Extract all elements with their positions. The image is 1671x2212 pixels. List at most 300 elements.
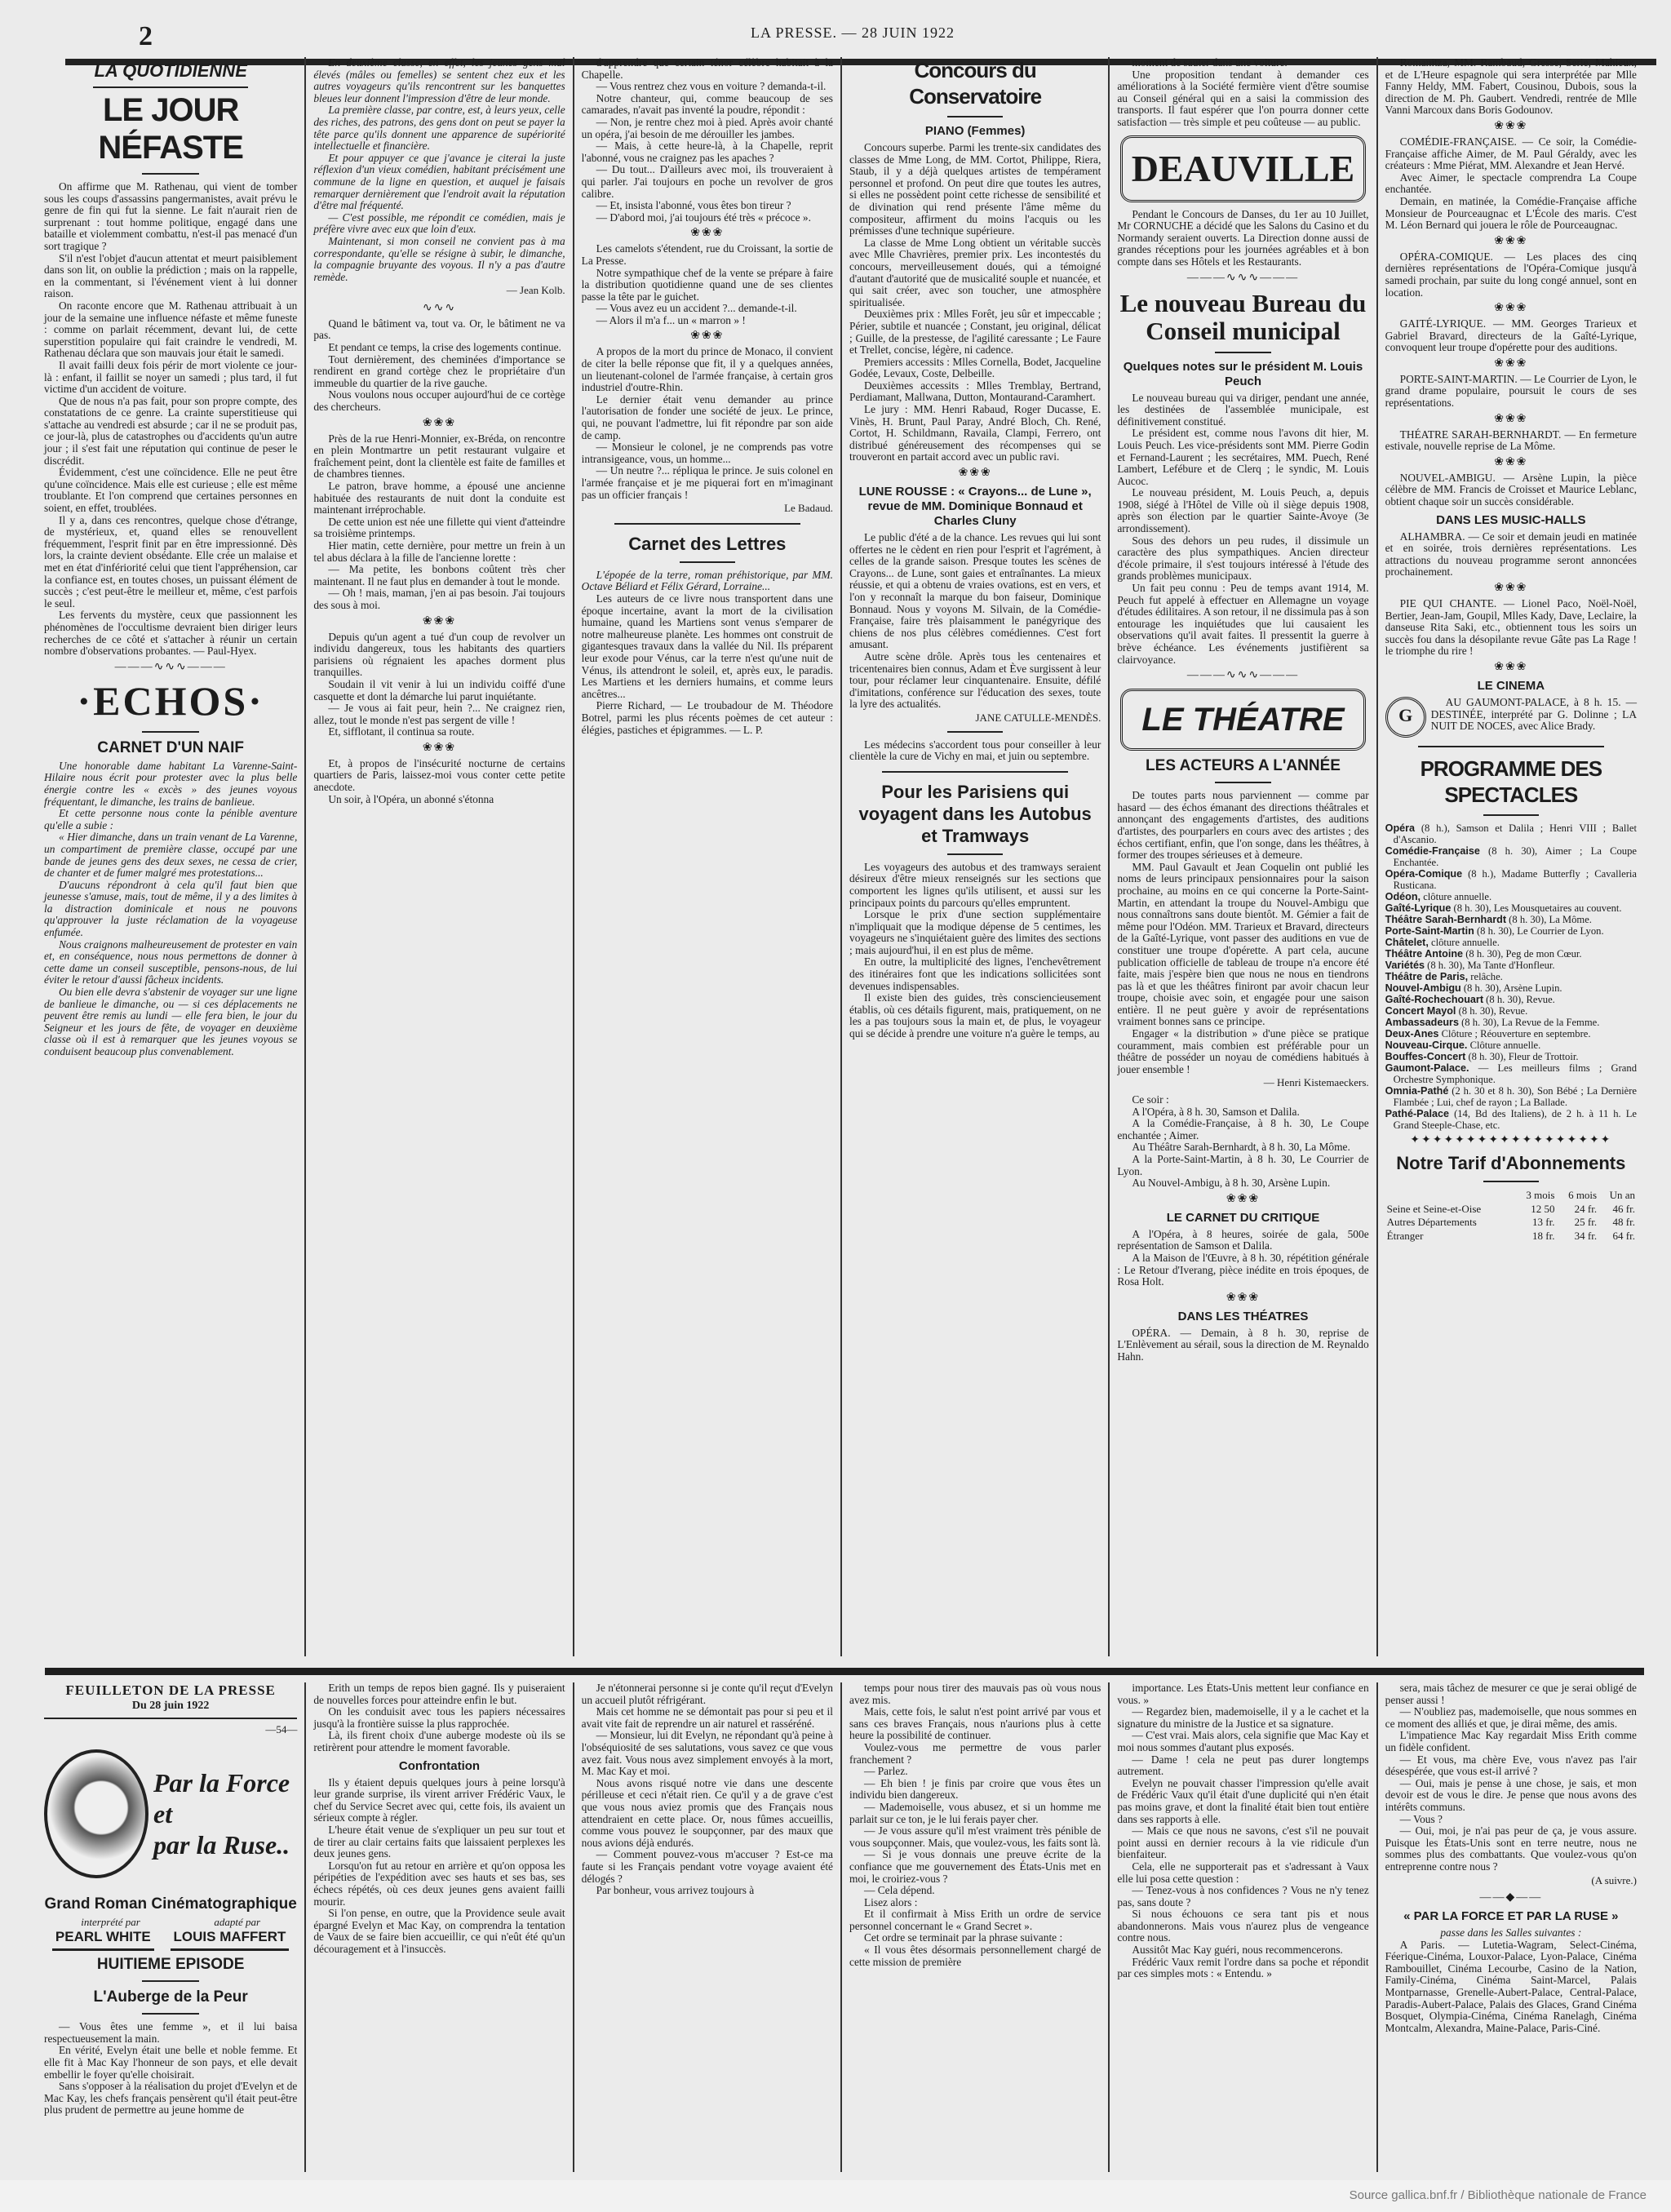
- paragraph: En outre, la multiplicité des lignes, l'enchevêtrement des itinéraires font que les indications sollicitées sont devenues indispensables.: [849, 955, 1101, 992]
- column-header: [1385, 1189, 1514, 1203]
- column: [573, 1682, 840, 2172]
- italic-paragraph: Et cette personne nous conte la pénible aventure qu'elle a subie :: [44, 807, 298, 831]
- programme-details: (8 h. 30), Les Mousquetaires au couvent.: [1451, 902, 1622, 914]
- programme-details: (8 h. 30), La Revue de la Femme.: [1458, 1016, 1600, 1028]
- table-row: [1385, 1216, 1637, 1230]
- paragraph: moment de sauter dans une voiture.: [1132, 57, 1288, 69]
- paragraph: Sous des dehors un peu rudes, il dissimule un caractère des plus sympathiques. Ancien directeur d'école primaire, il s'est toujours intéressé à l'étude des grands problèmes municipaux.: [1117, 534, 1369, 583]
- programme-details: relâche.: [1468, 970, 1503, 982]
- programme-details: (8 h. 30), Peg de mon Cœur.: [1463, 947, 1582, 960]
- paragraph: — Ma petite, les bonbons coûtent très cher maintenant. Il ne faut plus en demander à tout le monde.: [313, 563, 565, 587]
- ornament-divider: ❀❀❀: [958, 467, 992, 480]
- paragraph: Évidemment, c'est une coïncidence. Elle ne peut être qu'une coïncidence. Mais elle est curieuse ; elle est même troublante. Et l'on comprend que certaines personnes en soient, en effet, troublées.: [44, 466, 298, 515]
- paragraph: Tout dernièrement, des cheminées d'importance se rendirent en grand cortège chez le propriétaire d'un immeuble du quartier de la rive gauche.: [313, 352, 565, 389]
- column: [840, 1682, 1108, 2172]
- table-cell: 18 fr.: [1532, 1229, 1555, 1242]
- top-columns: [37, 57, 1644, 1656]
- programme-details: (8 h.), Madame Butterfly ; Cavalleria Rusticana.: [1393, 867, 1637, 891]
- programme-entry: [1385, 1017, 1637, 1028]
- paragraph: — D'abord moi, j'ai toujours été très « précoce ».: [596, 211, 811, 224]
- column: [304, 1682, 572, 2172]
- programme-entry: [1385, 1108, 1637, 1131]
- subheading: DANS LES THÉATRES: [1177, 1309, 1309, 1323]
- signature: JANE CATULLE-MENDÈS.: [975, 711, 1101, 724]
- ornament-divider: ❀❀❀: [422, 741, 457, 754]
- paragraph: — Comment pouvez-vous m'accuser ? Est-ce ma faute si les Français pendant votre voyage avaient été délogés ?: [581, 1848, 833, 1885]
- paragraph: Nous voulons nous occuper aujourd'hui de ce cortège des chercheurs.: [313, 388, 565, 414]
- paragraph: — Tenez-vous à nos confidences ? Vous ne n'y tenez pas, sans doute ?: [1117, 1884, 1369, 1908]
- paragraph: Premiers accessits : Mlles Cornella, Bodet, Jacqueline Godée, Levaux, Coste, Delbeille.: [849, 355, 1101, 380]
- programme-entry: [1385, 925, 1637, 937]
- rubric-title: LA QUOTIDIENNE: [93, 60, 248, 88]
- venue-name: Théâtre Sarah-Bernhardt: [1385, 913, 1507, 925]
- italic-paragraph: « Hier dimanche, dans un train venant de La Varenne, un compartiment de première classe, occupé par une bande de jeunes gens des deux sexes, ne cessa de crier, de chanter et de fumer malgré mes protestations...: [44, 831, 298, 880]
- paragraph: Le nouveau bureau qui va diriger, pendant une année, les destinées de l'assemblée municipale, est définitivement constitué.: [1117, 391, 1369, 428]
- headline: Carnet des Lettres: [628, 533, 787, 554]
- rule-divider: [614, 523, 800, 525]
- paragraph: Ce soir :: [1132, 1093, 1169, 1106]
- paragraph: Quand le bâtiment va, tout va. Or, le bâtiment ne va pas.: [313, 317, 565, 342]
- paragraph: A la Porte-Saint-Martin, à 8 h. 30, Le Courrier de Lyon.: [1117, 1153, 1369, 1177]
- programme-details: (8 h. 30), Aimer ; La Coupe Enchantée.: [1393, 844, 1637, 868]
- paragraph: — Mais ce que nous ne savons, c'est s'il ne pouvait point aussi en dernier recours à la vie ridicule d'un bienfaiteur.: [1117, 1824, 1369, 1861]
- venue-name: Odéon,: [1385, 890, 1421, 902]
- programme-details: (8 h. 30), Arsène Lupin.: [1460, 982, 1562, 994]
- subheading: LE CARNET DU CRITIQUE: [1166, 1210, 1320, 1225]
- table-cell: 12 50: [1531, 1202, 1555, 1215]
- paragraph: Le patron, brave homme, a épousé une ancienne habituée des restaurants de nuit dont la conduite est maintenant irréprochable.: [313, 480, 565, 516]
- headline: Notre Tarif d'Abonnements: [1396, 1152, 1626, 1173]
- feuilleton-columns: [37, 1682, 1644, 2172]
- italic-paragraph: En deuxième classe, en effet, les jeunes gens mal élevés (mâles ou femelles) se sentent chez eux et les autres voyageurs qu'ils rencontrent sur les banquettes bleues leur donnent l'impression d'être de leur monde.: [313, 57, 565, 104]
- programme-details: (8 h. 30), Revue.: [1483, 993, 1555, 1005]
- subheading: Confrontation: [398, 1758, 481, 1773]
- ornament-divider: ———∿∿∿———: [114, 660, 227, 673]
- column: [1376, 1682, 1644, 2172]
- paragraph: Frédéric Vaux remit l'ordre dans sa poche et répondit par ces simples mots : « Entendu. »: [1117, 1955, 1369, 1980]
- short-rule-divider: [142, 2013, 199, 2015]
- ornament-divider: ❀❀❀: [422, 614, 457, 627]
- paragraph: Deuxièmes accessits : Mlles Tremblay, Bertrand, Perdiamant, Mallwana, Dutton, Montaurand-Caramhert.: [849, 379, 1101, 404]
- paragraph: — Vous avez eu un accident ?... demande-t-il.: [596, 302, 797, 315]
- venue-name: Comédie-Française: [1385, 844, 1480, 857]
- short-rule-divider: [142, 731, 199, 733]
- italic-paragraph: D'aucuns répondront à cela qu'il faut bien que jeunesse s'amuse, mais, tout de même, il y a des limites à la distraction dominicale et nous ne pouvons qu'approuver la juste réclamation de la voyageuse enfumée.: [44, 878, 298, 939]
- programme-entry: [1385, 1040, 1637, 1051]
- poster-art: [44, 1736, 297, 1891]
- source-credit: Source gallica.bnf.fr / Bibliothèque nationale de France: [1349, 2188, 1647, 2202]
- paragraph: d'apprendre que certain ténor célèbre habitait à la Chapelle.: [581, 57, 833, 81]
- programme-entry: [1385, 868, 1637, 891]
- paragraph: temps pour nous tirer des mauvais pas où vous nous avez mis.: [849, 1682, 1101, 1706]
- short-rule-divider: [947, 731, 1003, 733]
- paragraph: — Mais, à cette heure-là, à la Chapelle, reprit l'abonné, vous ne craignez pas les apaches ?: [581, 140, 833, 164]
- paragraph: Sans s'opposer à la réalisation du projet d'Evelyn et de Mac Kay, les chefs français pensèrent qu'il était peut-être plus prudent de permettre au jeune homme de: [44, 2080, 298, 2117]
- paragraph: Nous avons risqué notre vie dans une descente périlleuse et ceci n'était rien. Ce qu'il y a de grave c'est que vous nous aviez promis que des Français nous attendraient en cette place. Or, nous fûmes accueillis, comme vous pouvez le soupçonner, par des maux que nous avions déjà endurés.: [581, 1776, 833, 1849]
- table-cell: 24 fr.: [1574, 1202, 1598, 1215]
- paragraph: En vérité, Evelyn était une belle et noble femme. Et elle fit à Mac Kay l'honneur de son pays, et elle devait embellir le foyer qu'elle choisirait.: [44, 2044, 298, 2081]
- short-rule-divider: [1483, 814, 1539, 816]
- paragraph: Là, ils firent choix d'une auberge modeste où ils se retirèrent pour attendre le moment favorable.: [313, 1729, 565, 1753]
- subscription-table: [1385, 1189, 1637, 1243]
- paragraph: importance. Les États-Unis mettent leur confiance en vous. »: [1117, 1682, 1369, 1706]
- programme-entry: [1385, 1085, 1637, 1108]
- paragraph: Les voyageurs des autobus et des tramways seraient désireux d'être mieux renseignés sur les sections que comportent les lignes qu'ils utilisent, et aussi sur les principaux points du parcours qu'elles empruntent.: [849, 860, 1101, 909]
- venue-name: Théâtre Antoine: [1385, 947, 1464, 960]
- venue-name: Opéra: [1385, 822, 1416, 834]
- programme-entry: [1385, 822, 1637, 845]
- venue-name: Porte-Saint-Martin: [1385, 924, 1474, 937]
- rule-divider: [1418, 746, 1604, 747]
- paragraph: Notre sympathique chef de la vente se prépare à faire la distribution quotidienne quand une de ses clientes passe la tête par le guichet.: [581, 266, 833, 303]
- paragraph: Au Nouvel-Ambigu, à 8 h. 30, Arsène Lupin.: [1132, 1177, 1331, 1190]
- boxed-headline: [1120, 135, 1365, 202]
- paragraph: Autre scène drôle. Après tous les centenaires et tricentenaires bien connus, Adam et Ève surgissent à leur tour, pour réclamer leur cinquantenaire. Ensuite, défilé d'imitations, conférence sur l'éducation des sexes, toute la lyre des actualités.: [849, 649, 1101, 711]
- paragraph: Demain, en matinée, la Comédie-Française affiche Monsieur de Pourceaugnac et L'École des maris. C'est M. Léon Bernard qui jouera le rôle de Pourceaugnac.: [1385, 194, 1637, 232]
- paragraph: Le nouveau président, M. Louis Peuch, a, depuis 1908, siégé à l'Hôtel de Ville où il siège depuis 1908, après son élection par le quartier Sainte-Avoye (3e arrondissement).: [1117, 486, 1369, 535]
- paragraph: De toutes parts nous parviennent — comme par hasard — des échos émanant des directions théâtrales et annonçant des engagements d'artistes, des auditions d'artistes, des pourparlers en cours avec des artistes ; des échos certifiant, enfin, que l'on songe, dans les théâtres, à former des troupes sérieuses et à demeure.: [1117, 789, 1369, 862]
- italic-paragraph: — C'est possible, me répondit ce comédien, mais je préfère vivre avec eux que loin d'eux.: [313, 211, 565, 236]
- programme-details: (14, Bd des Italiens), de 2 h. à 11 h. Le Grand Steeple-Chase, etc.: [1393, 1107, 1637, 1131]
- paragraph: Romanitza, MM. Rambaud, Gresse, Serie, Mahieux, et de L'Heure espagnole qui sera interprétée par Mlle Fanny Heldy, MM. Fabert, Cousinou, Dubois, sous la direction de M. Ph. Gaubert. Vendredi, rentrée de Mlle Vanni Marcoux dans Boris Godounov.: [1385, 57, 1637, 117]
- paragraph: Le dernier était venu demander au prince l'autorisation de fonder une société de jeux. Le prince, qui, ne pouvant l'admettre, lui fit répondre par son aide de camp.: [581, 392, 833, 441]
- paragraph: On raconte encore que M. Rathenau attribuait à un jour de la semaine une influence néfaste et même funeste : comme on parlait récemment, devant lui, de cette superstition populaire qui fait craindre le vendredi, M. Rathenau déclara que son mauvais jour était le samedi.: [44, 299, 298, 360]
- paragraph: Un fait peu connu : Peu de temps avant 1914, M. Peuch fut appelé à effectuer en Allemagne un voyage d'études édilitaires. A son retour, il ne dissimula pas à son entourage les inquiétudes que lui causaient les observations qu'il avait faites. Il pressentit la guerre à brève échéance. Les événements justifièrent sa clairvoyance.: [1117, 582, 1369, 666]
- credit-names: [44, 1928, 297, 1951]
- paragraph: « Il vous êtes désormais personnellement chargé de cette mission de première: [849, 1944, 1101, 1968]
- boxed-headline-text: DEAUVILLE: [1131, 147, 1355, 189]
- table-row: [1385, 1230, 1637, 1243]
- paragraph: sera, mais tâchez de mesurer ce que je serai obligé de penser aussi !: [1385, 1682, 1637, 1706]
- paragraph: NOUVEL-AMBIGU. — Arsène Lupin, la pièce célèbre de MM. Francis de Croisset et Maurice Leblanc, obtient chaque soir un succès considérable.: [1385, 471, 1637, 508]
- ornament-divider: ———∿∿∿———: [1186, 669, 1300, 682]
- paragraph: — Si je vous donnais une preuve écrite de la confiance que me gouvernement des États-Unis met en moi, le croiriez-vous ?: [849, 1848, 1101, 1885]
- serial-title: [153, 1767, 297, 1860]
- short-rule-divider: [1215, 782, 1270, 783]
- adapter-name: LOUIS MAFFERT: [171, 1928, 290, 1951]
- paragraph: Avec Aimer, le spectacle comprendra La Coupe enchantée.: [1385, 171, 1637, 196]
- paragraph: A la Maison de l'Œuvre, à 8 h. 30, répétition générale : Le Retour d'Iverang, pièce inédite en trois époques, de Rosa Holt.: [1117, 1251, 1369, 1288]
- venue-name: Nouvel-Ambigu: [1385, 982, 1461, 994]
- subheading: Quelques notes sur le président M. Louis Peuch: [1123, 359, 1363, 388]
- paragraph: Concours superbe. Parmi les trente-six candidates des classes de Mme Long, de MM. Cortot, Philippe, Riera, Staub, il y a déjà quelques artistes de tempérament personnel et profond. On peut dire que toutes les autres, si elles ne possèdent point cette richesse de sensibilité et de divination qui rend présente l'âme même du compositeur, affirment du moins l'acquis ou les prémisses d'une technique supérieure.: [849, 141, 1101, 237]
- column-header: 3 mois: [1526, 1188, 1555, 1201]
- ornament-divider: ———∿∿∿———: [1186, 271, 1300, 284]
- paragraph: Lisez alors :: [864, 1895, 918, 1908]
- paragraph: A propos de la mort du prince de Monaco, il convient de citer la belle réponse que fit, il y a quelques années, un lieutenant-colonel de l'armée française, à certain gros industriel d'outre-Rhin.: [581, 345, 833, 394]
- table-cell: Autres Départements: [1386, 1216, 1477, 1229]
- paragraph: — C'est vrai. Mais alors, cela signifie que Mac Kay et moi nous sommes d'autant plus exposés.: [1117, 1729, 1369, 1753]
- paragraph: — Je vous assure qu'il m'est vraiment très pénible de vous soupçonner. Mais, que voulez-vous, les faits sont là.: [849, 1824, 1101, 1849]
- ornament-divider: ❀❀❀: [690, 227, 725, 240]
- subheading: LES ACTEURS A L'ANNÉE: [1146, 757, 1341, 775]
- paragraph: L'heure était venue de s'expliquer un peu sur tout et de tirer au clair certains faits que laissaient perplexes les deux jeunes gens.: [313, 1823, 565, 1860]
- programme-details: (8 h. 30), Fleur de Trottoir.: [1465, 1050, 1579, 1062]
- programme-details: (8 h. 30), La Môme.: [1506, 913, 1592, 925]
- ornament-divider: ❀❀❀: [422, 416, 457, 429]
- paragraph: L'impatience Mac Kay regardait Miss Erith comme un fidèle confident.: [1385, 1729, 1637, 1753]
- venue-name: Châtelet,: [1385, 936, 1429, 948]
- programme-details: (8 h. 30), Revue.: [1456, 1004, 1528, 1017]
- paragraph: Deuxièmes prix : Mlles Forêt, jeu sûr et impeccable ; Périer, subtile et nuancée ; Constant, jeu original, délicat ; Guille, de la prestesse, de l'agilité caressante ; Le Faure et Trellet, concise, légère, ni cadence.: [849, 308, 1101, 357]
- cinema-notice: [1385, 697, 1637, 738]
- paragraph: On affirme que M. Rathenau, qui vient de tomber sous les coups d'assassins pangermanistes, avait prévu le genre de fin qui fut la sienne. Le fait n'aurait rien de surprenant : tout homme politique, engagé dans une bataille et violemment combattu, n'est-il pas menacé d'un sort tragique ?: [44, 180, 298, 252]
- headline: Pour les Parisiens qui voyagent dans les Autobus et Tramways: [858, 781, 1092, 846]
- table-cell: 25 fr.: [1574, 1216, 1598, 1229]
- paragraph: AU GAUMONT-PALACE, à 8 h. 15. — DESTINÉE, interprété par G. Dolinne ; LA NUIT DE NOCES, avec Alice Brady.: [1430, 695, 1637, 733]
- paragraph: Les camelots s'étendent, rue du Croissant, la sortie de La Presse.: [581, 242, 833, 267]
- italic-paragraph: Maintenant, si mon conseil ne convient pas à ma correspondante, qu'elle se résigne à subir, le dimanche, la compagnie bruyante des voyous. Il n'y a pas d'autre remède.: [313, 234, 565, 283]
- subheading: L'Auberge de la Peur: [93, 1988, 248, 2006]
- credit-labels: [44, 1917, 297, 1929]
- serial-title-line: Par la Force et: [153, 1767, 290, 1829]
- programme-details: (8 h. 30), Le Courrier de Lyon.: [1474, 924, 1604, 937]
- table-cell: 34 fr.: [1574, 1229, 1598, 1242]
- paragraph: Evelyn ne pouvait chasser l'impression qu'elle avait de Frédéric Vaux qu'il était d'une duplicité qui n'en était pas moins grave, et dont la finalité était bien tout entière dans ses rapports à elle.: [1117, 1776, 1369, 1825]
- paragraph: A l'Opéra, à 8 heures, soirée de gala, 500e représentation de Samson et Dalila.: [1117, 1227, 1369, 1252]
- paragraph: Et pendant ce temps, la crise des logements continue.: [328, 341, 561, 354]
- ornament-divider: ❀❀❀: [1494, 119, 1528, 132]
- paragraph: La classe de Mme Long obtient un véritable succès avec Mlle Chavrières, premier prix. Les incontestés du concours, merveilleusement doués, qui a témoigné d'autant d'autorité que de musicalité souple et nuancée, et qui sait créer, avec son toucher, une atmosphère spiritualisée.: [849, 236, 1101, 308]
- programme-entry: [1385, 1028, 1637, 1040]
- paragraph: Aussitôt Mac Kay guéri, nous recommencerons.: [1132, 1944, 1343, 1957]
- paragraph: — Parlez.: [864, 1765, 908, 1778]
- paragraph: — Oui, mais je pense à une chose, je sais, et mon devoir est de vous le dire. Je pense que nous avons des intérêts communs.: [1385, 1776, 1637, 1813]
- venue-name: Gaîté-Lyrique: [1385, 902, 1452, 914]
- ornament-divider: ——◆——: [1479, 1891, 1543, 1904]
- programme-details: clôture annuelle.: [1428, 936, 1500, 948]
- paragraph: — Oh ! mais, maman, j'en ai pas besoin. J'ai toujours des sous à moi.: [313, 587, 565, 611]
- ornament-divider: ❀❀❀: [1494, 660, 1528, 673]
- italic-paragraph: Et pour appuyer ce que j'avance je citerai la juste réflexion d'un vieux comédien, habitant précisément une commune de la ligne en question, et auquel je faisais remarquer dernièrement que l'endroit avait la réputation d'être mal fréquenté.: [313, 151, 565, 212]
- headline: PROGRAMME DES SPECTACLES: [1420, 756, 1602, 807]
- short-rule-divider: [1215, 352, 1270, 353]
- paragraph: — Cela dépend.: [864, 1884, 935, 1897]
- credit-label: adapté par: [214, 1915, 261, 1928]
- ornament-divider: ❀❀❀: [1494, 234, 1528, 247]
- paragraph: A la Comédie-Française, à 8 h. 30, Le Coupe enchantée ; Aimer.: [1117, 1117, 1369, 1141]
- venue-name: Ambassadeurs: [1385, 1016, 1459, 1028]
- paragraph: Lorsque le prix d'une section supplémentaire n'impliquait que la modique dépense de 5 centimes, les voyageurs ne s'inquiétaient guère des limites des sections ; mais aujourd'hui, il en est plus de même.: [849, 908, 1101, 956]
- venue-name: Théâtre de Paris,: [1385, 970, 1469, 982]
- paragraph: Au Théâtre Sarah-Bernhardt, à 8 h. 30, La Môme.: [1132, 1141, 1350, 1154]
- paragraph: Soudain il vit venir à lui un individu coiffé d'une casquette et dont la démarche lui parut inquiétante.: [313, 677, 565, 703]
- programme-entry: [1385, 960, 1637, 971]
- paragraph: Près de la rue Henri-Monnier, ex-Bréda, on rencontre en plein Montmartre un petit restaurant vulgaire et fraîchement peint, dont la clientèle est faite de familles et de chambres tiennes.: [313, 432, 565, 481]
- paragraph: Un soir, à l'Opéra, un abonné s'étonna: [328, 792, 494, 805]
- venue-name: Concert Mayol: [1385, 1004, 1456, 1017]
- paragraph: Hier matin, cette dernière, pour mettre un frein à un tel abus déclara à la fille de l'ancienne lorette :: [313, 539, 565, 564]
- paragraph: Mais, cette fois, le salut n'est point arrivé par vous et sans ces braves Français, nous n'aurions plus à cette heure la possibilité de continuer.: [849, 1705, 1101, 1742]
- paragraph: — Non, je rentre chez moi à pied. Après avoir chanté un opéra, j'ai besoin de me dérouiller les jambes.: [581, 115, 833, 140]
- ornament-divider: ❀❀❀: [1494, 357, 1528, 370]
- newspaper-date-line: LA PRESSE. — 28 JUIN 1922: [751, 24, 955, 41]
- paragraph: Cet ordre se terminait par la phrase suivante :: [864, 1931, 1063, 1944]
- page-number: 2: [139, 21, 153, 51]
- paragraph: Si l'on pense, en outre, que la Providence seule avait épargné Evelyn et Mac Kay, on comprendra la tentation de Vaux de se faire bien accueillir, ce qui n'eût été qu'un découragement et à l'insuccès.: [313, 1907, 565, 1955]
- paragraph: Si nous échouons ce sera tant pis et nous abandonnerons. Mais vous n'aurez plus de vengeance contre nous.: [1117, 1908, 1369, 1944]
- paragraph: Et, à propos de l'insécurité nocturne de certains quartiers de Paris, laissez-moi vous conter cette petite anecdote.: [313, 756, 565, 794]
- credit-label: interprété par: [81, 1915, 140, 1928]
- paragraph: — Monsieur le colonel, je ne comprends pas votre intransigeance, vous, un homme...: [581, 441, 833, 465]
- programme-entry: [1385, 1062, 1637, 1085]
- feuilleton-date: Du 28 juin 1922: [44, 1699, 297, 1719]
- paragraph: Par bonheur, vous arrivez toujours à: [596, 1884, 755, 1897]
- episode-number: —54—: [265, 1723, 298, 1735]
- subheading: DANS LES MUSIC-HALLS: [1436, 512, 1586, 527]
- gaumont-logo-icon: G: [1385, 697, 1426, 738]
- paragraph: GAITÉ-LYRIQUE. — MM. Georges Trarieux et Gabriel Bravard, directeurs de la Gaîté-Lyrique, convoquent leur troupe d'opérette pour des auditions.: [1385, 317, 1637, 354]
- subheading: HUITIEME EPISODE: [96, 1956, 245, 1974]
- paragraph: — Dame ! cela ne peut pas durer longtemps autrement.: [1117, 1753, 1369, 1778]
- paragraph: De cette union est née une fillette qui vient d'atteindre sa troisième printemps.: [313, 515, 565, 540]
- feuilleton-illustration: [44, 1724, 297, 1951]
- paragraph: PIE QUI CHANTE. — Lionel Paco, Noël-Noël, Bertier, Jean-Jam, Goupil, Mlles Kady, Dave, Leclaire, la danseuse Rita Saki, etc., obtiennent tous les soirs un succès fou dans la désopilante revue Gâte pas La Rage ! le triomphe du rire !: [1385, 597, 1637, 658]
- column-header: Un an: [1609, 1188, 1635, 1201]
- paragraph: Mais cet homme ne se démontait pas pour si peu et il avait vite fait de reprendre un air naturel et rasséréné.: [581, 1705, 833, 1730]
- feuilleton-divider: [45, 1668, 1644, 1675]
- table-cell: Seine et Seine-et-Oise: [1386, 1202, 1482, 1215]
- paragraph: — Alors il m'a f... un « marron » !: [596, 313, 746, 326]
- paragraph: THÉATRE SARAH-BERNHARDT. — En fermeture estivale, nouvelle reprise de La Môme.: [1385, 428, 1637, 453]
- serial-genre: Grand Roman Cinématographique: [44, 1895, 297, 1913]
- paragraph: Ils y étaient depuis quelques jours à peine lorsqu'à leur grande surprise, ils virent arriver Frédéric Vaux, le chef du Service Secret avec qui, cette fois, ils avaient un sérieux compte à régler.: [313, 1775, 565, 1824]
- actress-name: PEARL WHITE: [52, 1928, 154, 1951]
- signature: — Henri Kistemaeckers.: [1263, 1076, 1369, 1089]
- paragraph: Et il confirmait à Miss Erith un ordre de service personnel concernant le « Grand Secret ».: [849, 1908, 1101, 1932]
- echos-title: ·ECHOS·: [77, 677, 264, 724]
- paragraph: Il existe bien des guides, très consciencieusement établis, où ces détails figurent, mais, pratiquement, on ne les a pas toujours sous la main et, de plus, le voyageur qui se décide à prendre une voiture n'a guère le temps, au: [849, 991, 1101, 1040]
- venue-name: Omnia-Pathé: [1385, 1084, 1449, 1097]
- column: [304, 57, 572, 1656]
- programme-entry: [1385, 1005, 1637, 1017]
- italic-paragraph: Ou bien elle devra s'abstenir de voyager sur une ligne de banlieue le dimanche, ou — si ces déplacements ne peuvent être remis au lundi — elle fera bien, le jour du Seigneur et les jours de fête, de voyager en deuxième classe où il est à remarquer que les jeunes voyous se conduisent beaucoup plus convenablement.: [44, 986, 298, 1057]
- paragraph: Il y a, dans ces rencontres, quelque chose d'étrange, de mystérieux, et, quand elles se renouvellent fréquemment, l'esprit finit par en être impressionné. Dès lors, la crainte devient obsédante. Elle crée un malaise et met en état d'infériorité celui que tient l'appréhension, car la confiance est, en toutes choses, un puissant élément de succès ; c'est peut-être le meilleur et, même, c'est parfois le seul.: [44, 513, 298, 610]
- venue-name: Variétés: [1385, 959, 1425, 971]
- ornament-divider: ∿∿∿: [422, 301, 457, 314]
- programme-details: Clôture annuelle.: [1467, 1039, 1541, 1051]
- paragraph: Les médecins s'accordent tous pour conseiller à leur clientèle la cure de Vichy en mai, et juin ou septembre.: [849, 738, 1101, 763]
- paragraph: A l'Opéra, à 8 h. 30, Samson et Dalila.: [1132, 1105, 1300, 1118]
- programme-entry: [1385, 891, 1637, 902]
- paragraph: — Vous êtes une femme », et il lui baisa respectueusement la main.: [44, 2020, 298, 2045]
- paragraph: — Un neutre ?... répliqua le prince. Je suis colonel en l'armée française et je me piquerai fort en m'imaginant pas un officier français !: [581, 464, 833, 501]
- paragraph: Pierre Richard, — Le troubadour de M. Théodore Botrel, parmi les plus récents poèmes de cet auteur : élégies, pastiches et épigrammes. — L. P.: [581, 699, 833, 736]
- subheading: PIANO (Femmes): [924, 124, 1026, 138]
- paragraph: OPÉRA. — Demain, à 8 h. 30, reprise de L'Enlèvement au sérail, sous la direction de M. Reynaldo Hahn.: [1117, 1326, 1369, 1363]
- programme-entry: [1385, 902, 1637, 914]
- short-rule-divider: [142, 1980, 199, 1982]
- feuilleton-title: FEUILLETON DE LA PRESSE: [65, 1682, 276, 1698]
- boxed-headline-text: LE THÉATRE: [1141, 702, 1345, 738]
- italic-paragraph: L'épopée de la terre, roman préhistorique, par MM. Octave Béliard et Félix Gérard, Lorraine...: [581, 568, 833, 593]
- paragraph: A Paris. — Lutetia-Wagram, Select-Cinéma, Féerique-Cinéma, Louxor-Palace, Lyon-Palace, Cinéma Rambouillet, Cinéma Lecourbe, Casino de la Nation, Family-Cinéma, Cinéma Saint-Marcel, Palais Montparnasse, Grenelle-Aubert-Palace, Central-Palace, Paradis-Aubert-Palace, Palais des Glaces, Grand Cinéma Bosquet, Olympia-Cinéma, Cinéma Ranelagh, Cinéma Montcalm, Alexandra, Maine-Palace, Paris-Ciné.: [1385, 1938, 1637, 2034]
- programme-details: (8 h.), Samson et Dalila ; Henri VIII ; Ballet d'Ascanio.: [1393, 822, 1637, 845]
- programme-details: Clôture ; Réouverture en septembre.: [1438, 1027, 1591, 1040]
- paragraph: — Monsieur, lui dit Evelyn, ne répondant qu'à peine à l'obséquiosité de ses salutations, vous savez ce que vous avez fait. Vous nous avez simplement envoyés à la mort, M. Mac Kay et moi.: [581, 1729, 833, 1778]
- paragraph: Le public d'été a de la chance. Les revues qui lui sont offertes ne le cèdent en rien pour l'esprit et l'agrément, à celles de la grande saison. Presque toutes les scènes de Crayons... de Lune, sont gaies et entraînantes. La mieux réussie, et qui a obtenu de vraies ovations, est en vers, et l'on y reconnaît la marque du bon faiseur, Dominique Bonnaud. Nous y voyons M. Silvain, de la Comédie-Française, faire très plaisamment le panégyrique des chiens de nos plus célèbres comédiennes. C'est fort amusant.: [849, 531, 1101, 651]
- programme-entry: [1385, 948, 1637, 960]
- paragraph: — Et, insista l'abonné, vous êtes bon tireur ?: [596, 199, 791, 212]
- column: [1108, 1682, 1376, 2172]
- paragraph: Le jury : MM. Henri Rabaud, Roger Ducasse, E. Vinès, H. Brunt, Paul Paray, André Bloch, Ch. René, Cortot, H. Schildmann, Ravaila, Clampi, Ferrero, ont distribué généreusement des récompenses qui se trouveront en partait accord avec un public ravi.: [849, 403, 1101, 463]
- programme-details: (8 h. 30), Ma Tante d'Honfleur.: [1424, 959, 1555, 971]
- column: [1108, 57, 1376, 1656]
- venue-name: Bouffes-Concert: [1385, 1050, 1466, 1062]
- table-cell: 48 fr.: [1612, 1216, 1635, 1229]
- headline: Concours du Conservatoire: [909, 58, 1042, 109]
- programme-details: (2 h. 30 et 8 h. 30), Son Bébé ; La Dernière Flambée ; Lui, chef de rayon ; La Ballade.: [1393, 1084, 1637, 1108]
- signature: Le Badaud.: [784, 502, 833, 515]
- paragraph: Notre chanteur, qui, comme beaucoup de ses camarades, n'avait pas inventé la poudre, répondit :: [581, 91, 833, 117]
- paragraph: Il avait failli deux fois périr de mort violente ce jour-là : enfant, il faillit se noyer un samedi ; plus tard, il fut victime d'un accident de voiture.: [44, 358, 298, 396]
- venue-name: Opéra-Comique: [1385, 867, 1463, 880]
- table-cell: 46 fr.: [1612, 1202, 1635, 1215]
- paragraph: Pendant le Concours de Danses, du 1er au 10 Juillet, Mr CORNUCHE a décidé que les Salons du Casino et du Normandy seraient ouverts. La Direction donne aussi de grandes réceptions pour les journées agréables et à bon compte dans ses Hôtels et les Restaurants.: [1117, 207, 1369, 268]
- paragraph: Les auteurs de ce livre nous transportent dans une époque incertaine, avant la mort de la civilisation humaine, quand les Martiens sont venus s'emparer de notre malheureuse planète. Les hommes ont construit de gigantesques travaux dans la vallée du Nil. Ils préparent leur exode pour Vénus, car la terre n'est qu'une nuit de Vénus, ils attendront le soleil, et, après eux, le paradis. Les Martiens et les derniers humains, et comme leurs ancêtres...: [581, 592, 833, 700]
- paragraph: — Vous ?: [1399, 1812, 1443, 1825]
- subheading: « PAR LA FORCE ET PAR LA RUSE »: [1403, 1909, 1619, 1924]
- paragraph: Les fervents du mystère, ceux que passionnent les phénomènes de l'occultisme devraient bien diriger leurs recherches de ce côté et s'attacher à réunir un certain nombre d'observations probantes. — Paul-Hyex.: [44, 609, 298, 658]
- venue-name: Nouveau-Cirque.: [1385, 1039, 1468, 1051]
- paragraph: Erith un temps de repos bien gagné. Ils y puiseraient de nouvelles forces pour atteindre enfin le but.: [313, 1682, 565, 1706]
- column: [37, 57, 304, 1656]
- paragraph: Cela, elle ne supporterait pas et s'adressant à Vaux elle lui posa cette question :: [1117, 1860, 1369, 1885]
- column: [1376, 57, 1644, 1656]
- short-rule-divider: [680, 561, 735, 563]
- subheading: LE CINEMA: [1477, 678, 1545, 693]
- short-rule-divider: [142, 173, 199, 175]
- serial-title-line: par la Ruse..: [153, 1829, 290, 1860]
- paragraph: Le président est, comme nous l'avons dit hier, M. Louis Peuch. Les vice-présidents sont MM. Pierre Godin et Fernand-Laurent ; les secrétaires, MM. Puech, René Lambert, Lefébure et de Clerq ; le syndic, M. Louis Aucoc.: [1117, 427, 1369, 487]
- programme-entry: [1385, 971, 1637, 982]
- ornament-divider: ❀❀❀: [1494, 455, 1528, 468]
- programme-entry: [1385, 982, 1637, 994]
- table-header-row: [1385, 1189, 1637, 1203]
- short-rule-divider: [947, 853, 1003, 855]
- table-row: [1385, 1203, 1637, 1217]
- programme-entry: [1385, 845, 1637, 868]
- programme-entry: [1385, 937, 1637, 948]
- table-cell: 13 fr.: [1532, 1216, 1555, 1229]
- paragraph: Lorsqu'on fut au retour en arrière et qu'on opposa les péripéties de l'expédition avec ses hauts et ses bas, ses échecs répétés, où ces deux jeunes gens avaient failli mourir.: [313, 1859, 565, 1908]
- portrait-medallion-icon: [44, 1749, 148, 1878]
- italic-paragraph: La première classe, par contre, est, à leurs yeux, celle des riches, des patrons, des gens dont on peut se payer la tête parce qu'ils donnent une apparence de supériorité intellectuelle et financière.: [313, 104, 565, 153]
- paragraph: Une proposition tendant à demander ces améliorations à la Société fermière vient d'être soumise au Conseil général qui en a saisi la commission des transports. Il faut espérer que l'on pourra donner cette satisfaction — très simple et peu coûteuse — au public.: [1117, 68, 1369, 128]
- ornament-divider: ❀❀❀: [1494, 582, 1528, 594]
- paragraph: Depuis qu'un agent a tué d'un coup de revolver un individu dangereux, tous les habitants des quartiers parisiens où régnaient les apaches dorment plus tranquilles.: [313, 630, 565, 679]
- paragraph: Engager « la distribution » d'une pièce se pratique couramment, mais combien est préférable pour un théâtre de posséder un noyau de comédiens habitués à jouer ensemble !: [1117, 1027, 1369, 1075]
- paragraph: OPÉRA-COMIQUE. — Les places des cinq dernières représentations de l'Opéra-Comique jusqu'à samedi prochain, par suite du long congé annuel, sont en location.: [1385, 250, 1637, 299]
- signature: (A suivre.): [1591, 1873, 1637, 1886]
- short-rule-divider: [947, 116, 1003, 117]
- paragraph: PORTE-SAINT-MARTIN. — Le Courrier de Lyon, le grand drame populaire, poursuit le cours de ses représentations.: [1385, 372, 1637, 410]
- venue-name: Gaumont-Palace.: [1385, 1062, 1469, 1074]
- column: [573, 57, 840, 1656]
- programme-entry: [1385, 1051, 1637, 1062]
- boxed-headline: [1120, 689, 1365, 751]
- ornament-divider: ❀❀❀: [690, 330, 725, 343]
- paragraph: S'il n'est l'objet d'aucun attentat et meurt paisiblement dans son lit, on oublie la prédiction ; mais on la rappelle, en la commentant, si l'événement vient à lui donner raison.: [44, 251, 298, 300]
- ornament-divider: ✦✦✦✦✦✦✦✦✦✦✦✦✦✦✦✦✦✦: [1410, 1133, 1612, 1146]
- programme-entry: [1385, 914, 1637, 925]
- venue-name: Pathé-Palace: [1385, 1107, 1450, 1119]
- paragraph: — Oui, moi, je n'ai pas peur de ça, je vous assure. Puisque les États-Unis sont en terre neutre, nous ne sommes plus des combattants. Que voulez-vous qu'on entreprenne contre nous ?: [1385, 1824, 1637, 1873]
- masthead: [33, 21, 1648, 51]
- paragraph: — Et vous, ma chère Eve, vous n'avez pas l'air désespérée, que vous est-il arrivé ?: [1385, 1753, 1637, 1778]
- column-header: 6 mois: [1568, 1188, 1598, 1201]
- paragraph: Voulez-vous me permettre de vous parler franchement ?: [849, 1740, 1101, 1766]
